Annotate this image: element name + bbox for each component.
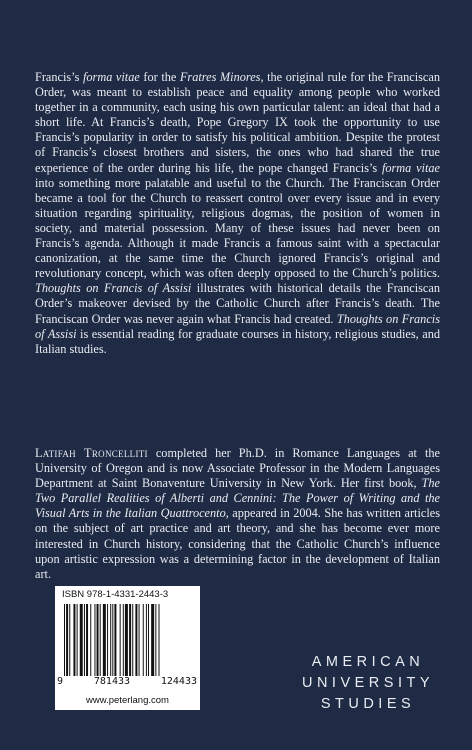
barcode-bar xyxy=(139,604,140,676)
barcode-bar xyxy=(64,604,65,676)
series-line: STUDIES xyxy=(320,696,416,712)
barcode-bar xyxy=(155,604,156,676)
barcode-bar xyxy=(143,604,144,676)
series-line: UNIVERSITY xyxy=(301,675,434,691)
isbn-number: ISBN 978-1-4331-2443-3 xyxy=(62,589,169,600)
blurb-text: Francis’s xyxy=(35,70,83,84)
barcode-bar xyxy=(80,604,83,676)
barcode-bars xyxy=(64,604,192,676)
barcode-bar xyxy=(114,604,116,676)
blurb-emphasis: forma vitae xyxy=(381,160,440,175)
blurb-text: , the original rule for the Franciscan Order, was meant to establish peace and equality among people who worked together in a community, each using his own particular talent: an ideal that had a short life. At Francis’s death, Pope Gregory IX took the opportunity to use Francis’s popularity in order to satisfy his political ambition. Despite the protest of Francis’s closest brothers and sisters, the ones who had shared the true experience of the order during his life, the pope changed Francis’s xyxy=(35,70,440,175)
bio-book-title: The Two Parallel Realities of Alberti and Cennini: The Power of Writing and the Visual Arts in the Italian Quattrocento xyxy=(35,476,440,521)
barcode-bar xyxy=(90,604,91,676)
barcode-bar xyxy=(69,604,70,676)
blurb-text: illustrates with historical details the Franciscan Order’s makeover devised by the Catholic Church after Francis’s death. The Franciscan Order was never again what Francis had created. xyxy=(35,281,440,326)
barcode-bar xyxy=(107,604,108,676)
blurb-text: is essential reading for graduate courses in history, religious studies, and Italian studies. xyxy=(35,326,440,356)
barcode-bar xyxy=(148,604,149,676)
author-bio xyxy=(35,446,440,582)
barcode-bar xyxy=(94,604,95,676)
barcode-bar xyxy=(77,604,78,676)
back-cover-blurb xyxy=(35,70,440,357)
barcode-bar xyxy=(84,604,85,676)
barcode-bar xyxy=(97,604,99,676)
blurb-emphasis: forma vitae xyxy=(82,70,140,84)
blurb-book-title: Thoughts on Francis of Assisi xyxy=(35,311,440,341)
barcode-digits xyxy=(57,676,197,687)
series-logo xyxy=(288,652,448,715)
barcode-bar xyxy=(103,604,106,676)
blurb-text: into something more palatable and useful to the Church. The Franciscan Order became a tool for the Church to reassert control over every issue and in every situation regarding spirituality, religious dogmas, the position of women in society, and material possession. Many of these issues had never been on Francis’s agenda. Although it made Francis a famous saint with a spectacular canonization, at the same time the Church ignored Francis’s original and revolutionary concept, which was often deeply opposed to the Church’s politics. xyxy=(35,175,440,281)
series-line: AMERICAN xyxy=(311,654,425,670)
author-name: Latifah Troncelliti xyxy=(35,446,148,460)
blurb-book-title: Thoughts on Francis of Assisi xyxy=(35,281,192,296)
barcode-bar xyxy=(132,604,133,676)
barcode-digit-lead: 9 xyxy=(57,676,64,687)
barcode-bar xyxy=(125,604,128,676)
barcode-bar xyxy=(73,604,75,676)
barcode-bar xyxy=(129,604,131,676)
barcode-bar xyxy=(112,604,113,676)
barcode-digit-group-left: 781433 xyxy=(93,676,131,687)
barcode-bar xyxy=(123,604,124,676)
barcode-bar xyxy=(151,604,154,676)
barcode-bar xyxy=(146,604,147,676)
blurb-text: for the xyxy=(139,70,180,84)
isbn-barcode xyxy=(55,586,200,710)
barcode-bar xyxy=(66,604,68,676)
barcode-digit-group-right: 124433 xyxy=(160,676,197,687)
barcode-bar xyxy=(159,604,160,676)
publisher-url: www.peterlang.com xyxy=(55,695,200,706)
barcode-bar xyxy=(86,604,88,676)
barcode-bar xyxy=(135,604,137,676)
barcode-bar xyxy=(120,604,121,676)
barcode-bar xyxy=(110,604,111,676)
bio-text: completed her Ph.D. in Romance Languages at the University of Oregon and is now Associate Professor in the Modern Languages Department at Saint Bonaventure University in New York. Her first book, xyxy=(35,446,440,491)
barcode-bar xyxy=(100,604,101,676)
blurb-emphasis: Fratres Minores xyxy=(179,70,261,84)
bio-text: , appeared in 2004. She has written articles on the subject of art practice and art theory, and she has become ever more interested in Church history, considering that the Catholic Church’s influence upon artistic expression was a determining factor in the development of Italian art. xyxy=(35,506,441,581)
